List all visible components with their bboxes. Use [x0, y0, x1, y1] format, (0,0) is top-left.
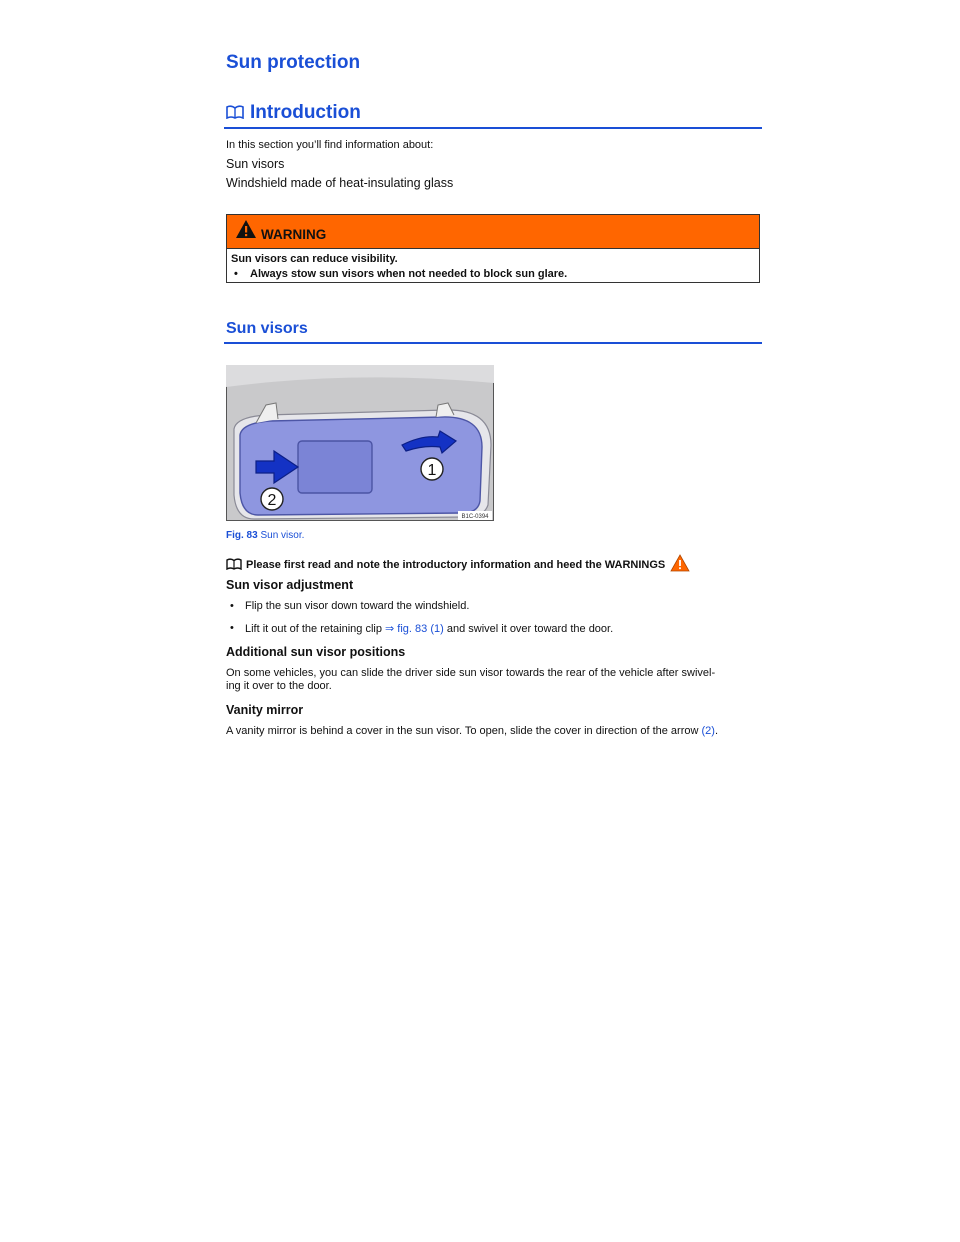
warning-text: Sun visors can reduce visibility.	[231, 253, 398, 265]
sun-visors-heading-text: Sun visors	[226, 320, 308, 337]
adjustment-item-1-text: Flip the sun visor down toward the windshield.	[245, 600, 470, 612]
figure-caption	[226, 530, 304, 541]
intro-heading	[224, 102, 762, 129]
page-title: Sun protection	[226, 52, 361, 73]
vanity-text	[226, 725, 718, 738]
intro-note	[226, 554, 690, 572]
intro-lead: In this section you’ll find information about:	[226, 139, 434, 151]
sun-visor-figure	[226, 365, 494, 521]
warning-bullet-text: Always stow sun visors when not needed to block sun glare.	[250, 268, 568, 280]
adjustment-item-2-text: Lift it out of the retaining clip	[245, 623, 382, 635]
intro-heading-text: Introduction	[250, 102, 361, 123]
book-icon	[226, 558, 242, 570]
warning-box	[226, 214, 760, 283]
adjustment-item-2-tail: and swivel it over toward the door.	[446, 623, 614, 635]
figure-caption-text: Sun visor.	[260, 530, 305, 541]
arrow-2-link[interactable]: (2)	[701, 725, 715, 737]
book-icon	[226, 105, 244, 119]
intro-topic-1: Sun visors	[226, 157, 285, 171]
adjustment-heading: Sun visor adjustment	[226, 578, 354, 592]
bullet-icon: •	[230, 600, 234, 612]
warning-bullet	[231, 267, 755, 282]
additional-text-line-1: On some vehicles, you can slide the driver side sun visor towards the rear of the vehicle after swivel-	[226, 667, 716, 679]
bullet-icon: •	[230, 622, 234, 634]
intro-topic-2: Windshield made of heat-insulating glass	[226, 176, 454, 190]
warning-triangle-icon	[670, 554, 690, 572]
figure-number: Fig. 83	[226, 530, 258, 541]
sun-visors-heading	[224, 320, 762, 344]
additional-text-line-2: ing it over to the door.	[226, 680, 332, 692]
callout-1: 1	[427, 462, 437, 479]
bullet-icon: •	[234, 268, 238, 280]
vanity-text-tail: .	[714, 725, 719, 737]
vanity-heading: Vanity mirror	[226, 703, 304, 717]
figure-code: B1C-0394	[461, 514, 489, 520]
fig-83-1-link[interactable]: ⇒ fig. 83 (1)	[385, 623, 444, 635]
warning-header	[227, 215, 759, 249]
callout-2: 2	[267, 492, 277, 509]
warning-triangle-icon	[235, 219, 257, 239]
intro-note-text: Please first read and note the introductory information and heed the WARNINGS	[246, 559, 666, 571]
additional-heading: Additional sun visor positions	[226, 645, 406, 659]
vanity-text-body: A vanity mirror is behind a cover in the sun visor. To open, slide the cover in direction of the arrow	[226, 725, 699, 737]
warning-label: WARNING	[261, 227, 327, 242]
